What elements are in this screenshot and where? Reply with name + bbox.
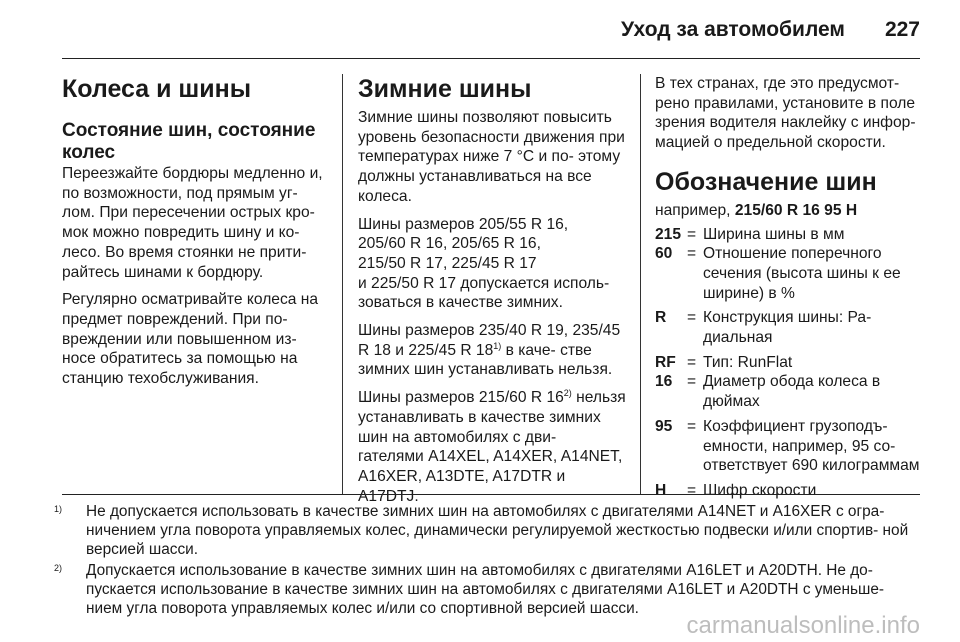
allowed-sizes-line: и 225/50 R 17 допускается исполь- зоваться в качестве зимних. [358, 274, 610, 312]
code-key: 60 [655, 245, 673, 263]
column-1 [62, 74, 328, 397]
table-row [655, 244, 923, 303]
footnote-text: Допускается использование в качестве зимних шин на автомобилях с двигателями A16LET и A20DTH. Не до- пускается использование в качестве зимних шин на автомобилях с двигателями A16LET и A20DTH с уменьше- нием угла поворота управляемых колес и/или со спортивной версией шасси. [86, 562, 885, 617]
speed-sticker-paragraph: В тех странах, где это предусмот- рено правилами, установите в поле зрения водителя наклейку с инфор- мацией о предельной скорости. [655, 75, 916, 152]
code-key: 215 [655, 225, 682, 243]
code-key: H [655, 481, 667, 499]
footnote-rule [62, 494, 920, 495]
allowed-sizes-line: 205/60 R 16, 205/65 R 16, [358, 235, 541, 253]
table-row [655, 303, 923, 347]
page-number: 227 [884, 18, 920, 41]
column-divider [342, 74, 343, 494]
footnote-ref: 1) [493, 340, 502, 351]
footnote-text: Не допускается использовать в качестве зимних шин на автомобилях с двигателями A14NET и A16XER с огра- ничением угла поворота управляемых колес, динамически регулируемой жесткостью подвески и/или спортив- ной версией шасси. [86, 503, 909, 558]
allowed-sizes-line: 215/50 R 17, 225/45 R 17 [358, 254, 537, 272]
table-row [655, 348, 923, 373]
example-value: 215/60 R 16 95 H [734, 201, 858, 219]
section-heading-tyre-designation: Обозначение шин [655, 167, 877, 196]
code-desc: Ширина шины в мм [703, 225, 845, 243]
table-row [655, 372, 923, 411]
table-row [655, 476, 923, 501]
code-desc: Конструкция шины: Ра- диальная [703, 309, 872, 347]
header-rule [62, 58, 920, 59]
code-desc: Отношение поперечного сечения (высота шины к ее ширине) в % [703, 245, 901, 302]
footnote [54, 561, 920, 618]
engine-restriction-paragraph [358, 388, 626, 506]
example-label: например, [655, 201, 735, 219]
section-heading-winter-tyres: Зимние шины [358, 75, 532, 103]
column-3 [655, 74, 923, 501]
code-key: 95 [655, 417, 673, 435]
code-desc: Коэффициент грузоподъ- емности, например, 95 со- ответствует 690 килограммам [703, 417, 920, 475]
allowed-sizes-line: Шины размеров 205/55 R 16, [358, 215, 569, 233]
code-desc: Тип: RunFlat [703, 353, 793, 371]
footnote-number: 2) [54, 563, 63, 573]
allowed-sizes-paragraph [358, 215, 626, 314]
footnote-ref: 2) [563, 387, 572, 398]
code-desc: Диаметр обода колеса в дюймах [703, 373, 881, 411]
text-run: в каче- стве зимних шин устанавливать нельзя. [358, 341, 613, 379]
inspection-paragraph: Регулярно осматривайте колеса на предмет повреждений. При по- вреждении или повышенном из- носе обратитесь за помощью на станцию техобслуживания. [62, 291, 319, 388]
table-row [655, 225, 923, 245]
text-run: Шины размеров 215/60 R 16 [358, 389, 564, 407]
subheading-tyre-condition: Состояние шин, состояние колес [62, 120, 316, 163]
designation-example [655, 201, 923, 221]
footnote [54, 502, 920, 559]
forbidden-sizes-paragraph [358, 321, 626, 380]
code-key: RF [655, 353, 676, 371]
code-desc: Шифр скорости [703, 481, 817, 499]
footnotes [54, 502, 920, 620]
curb-paragraph: Переезжайте бордюры медленно и, по возможности, под прямым уг- лом. При пересечении острых кро- мок можно повредить шину и ко- лесо. Во время стоянки не прити- райтесь шинами к бордюру. [62, 165, 323, 281]
page-header [621, 18, 920, 42]
code-eq: = [687, 481, 697, 499]
watermark: carmanualsonline.info [686, 612, 920, 639]
footnote-number: 1) [54, 504, 63, 514]
text-run: нельзя устанавливать в качестве зимних шин на автомобилях с дви- гателями A14XEL, A14XER, A14NET, A16XER, A13DTE, A17DTR и A17DTJ. [358, 389, 626, 505]
designation-table [655, 225, 923, 501]
code-key: R [655, 309, 667, 327]
code-key: 16 [655, 373, 673, 391]
text-run: Шины размеров 235/40 R 19, 235/45 R 18 и 225/45 R 18 [358, 322, 621, 359]
header-title: Уход за автомобилем [621, 18, 845, 41]
table-row [655, 412, 923, 476]
column-2 [358, 74, 626, 506]
winter-intro-paragraph: Зимние шины позволяют повысить уровень безопасности движения при температурах ниже 7 °С и по- этому должны устанавливаться на все колеса. [358, 109, 625, 205]
code-eq: = [687, 353, 697, 371]
code-eq: = [687, 373, 697, 391]
code-eq: = [687, 309, 697, 327]
column-divider [640, 74, 641, 494]
code-eq: = [687, 245, 697, 263]
section-heading-wheels-tyres: Колеса и шины [62, 75, 252, 103]
code-eq: = [687, 417, 697, 435]
code-eq: = [687, 225, 697, 243]
